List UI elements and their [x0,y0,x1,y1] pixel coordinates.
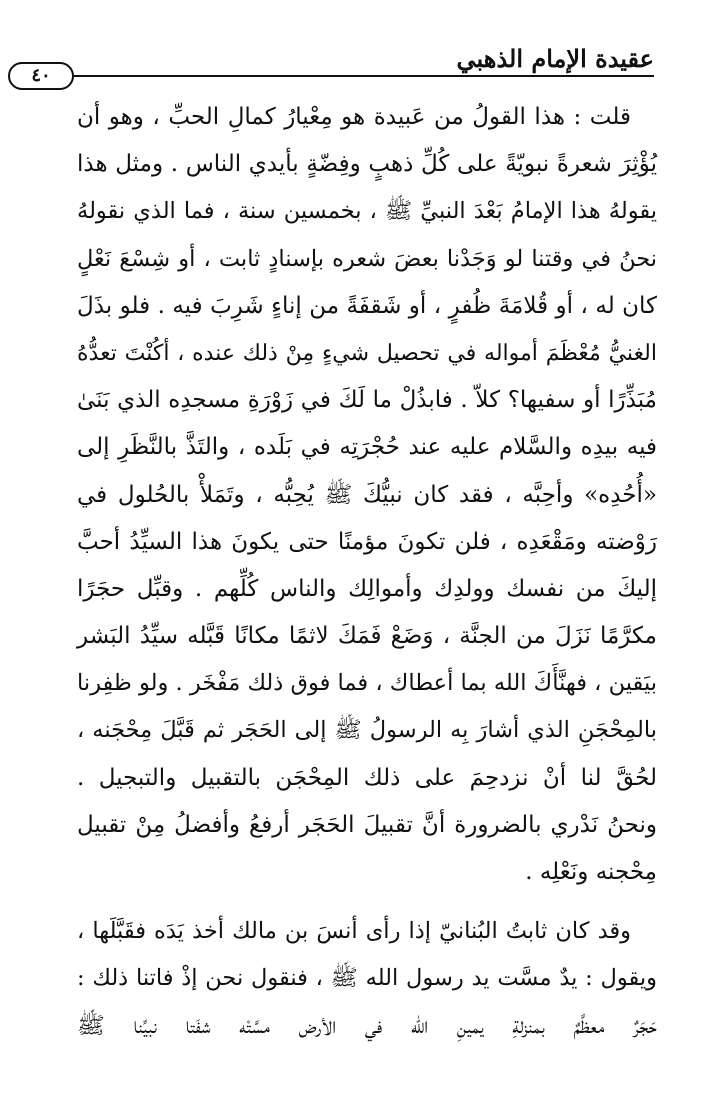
text-line: نحنُ في وقتنا لو وَجَدْنا بعضَ شعره بإسنادٍ ثابت ، أو شِسْعَ نَعْلٍ [77,245,657,272]
text-line: مُبَذِّرًا أو سفيها؟ كلاّ . فابذُلْ ما لَكَ في زَوْرَةِ مسجدِه الذي بَنَىٰ [77,387,657,414]
text-line: ويقول : يدٌ مسَّت يد رسول الله ﷺ ، فنقول نحن إذْ فاتنا ذلك : [77,965,657,992]
text-line: مِحْجنه ونَعْلِه . [525,859,657,885]
page-number: ٤٠ [8,62,74,90]
text-line: حَجَرٌ معظَّمٌ بمنزلةِ يمينِ الله في الأرض مسَّتْه شفَتا نبيِّنا ﷺ [77,1012,657,1039]
body-text [77,94,657,1050]
text-line: ونحنُ نَدْري بالضرورة أنَّ تقبيلَ الحَجَر أرفعُ وأفضلُ مِنْ تقبيل [77,811,657,838]
text-line: رَوْضته ومَقْعَدِه ، فلن تكونَ مؤمنًا حتى يكونَ هذا السيِّدُ أحبَّ [77,528,657,555]
text-line: وقد كان ثابتُ البُنانيّ إذا رأى أنسَ بن مالك أخذ يَدَه فقَبَّلَها ، [77,918,631,945]
page-header [31,44,654,88]
text-line: فيه بيدِه والسَّلام عليه عند حُجْرَتِه في بَلَده ، والتَذَّ بالنَّظَرِ إلى [77,434,657,461]
text-line: يُؤْثِرَ شعرةً نبويّةً على كُلِّ ذهبٍ وفِضّةٍ بأيدي الناس . ومثل هذا [77,151,657,178]
text-line: لحُقَّ لنا أنْ نزدحِمَ على ذلك المِحْجَن بالتقبيل والتبجيل . [77,764,657,791]
text-line: كان له ، أو قُلامَةَ ظُفرٍ ، أو شَقفَةً من إناءٍ شَرِبَ فيه . فلو بذَلَ [77,292,657,319]
header-rule [74,75,654,77]
text-line: قلت : هذا القولُ من عَبيدة هو مِعْيارُ كمالِ الحبِّ ، وهو أن [77,104,631,130]
text-line: إليكَ من نفسك وولدِك وأموالِك والناس كُلِّهم . وقبِّل حجَرًا [77,575,657,602]
text-line: مكرَّمًا نَزَلَ من الجنَّة ، وَضَعْ فَمَكَ لاثمًا مكانًا قَبَّله سيِّدُ البَشر [77,623,657,650]
text-line: «أُحُدِه» وأحِبَّه ، فقد كان نبيُّكَ ﷺ يُحِبُّه ، وتَمَلأْ بالحُلول في [77,481,657,508]
text-line: بالمِحْجَنِ الذي أشارَ بِه الرسولُ ﷺ إلى الحَجَر ثم قَبَّلَ مِحْجَنه ، [77,717,657,744]
running-title: عقيدة الإمام الذهبي [456,44,654,73]
text-line: بيَقين ، فهنَّأَكَ الله بما أعطاك ، فما فوق ذلك مَفْخَر . ولو ظفِرنا [77,670,657,697]
text-line: الغنيُّ مُعْظَمَ أمواله في تحصيل شيءٍ مِنْ ذلك عنده ، أكُنْتَ تعدُّهُ [77,340,657,366]
text-line: يقولهُ هذا الإمامُ بَعْدَ النبيِّ ﷺ ، بخمسين سنة ، فما الذي نقولهُ [77,198,657,225]
